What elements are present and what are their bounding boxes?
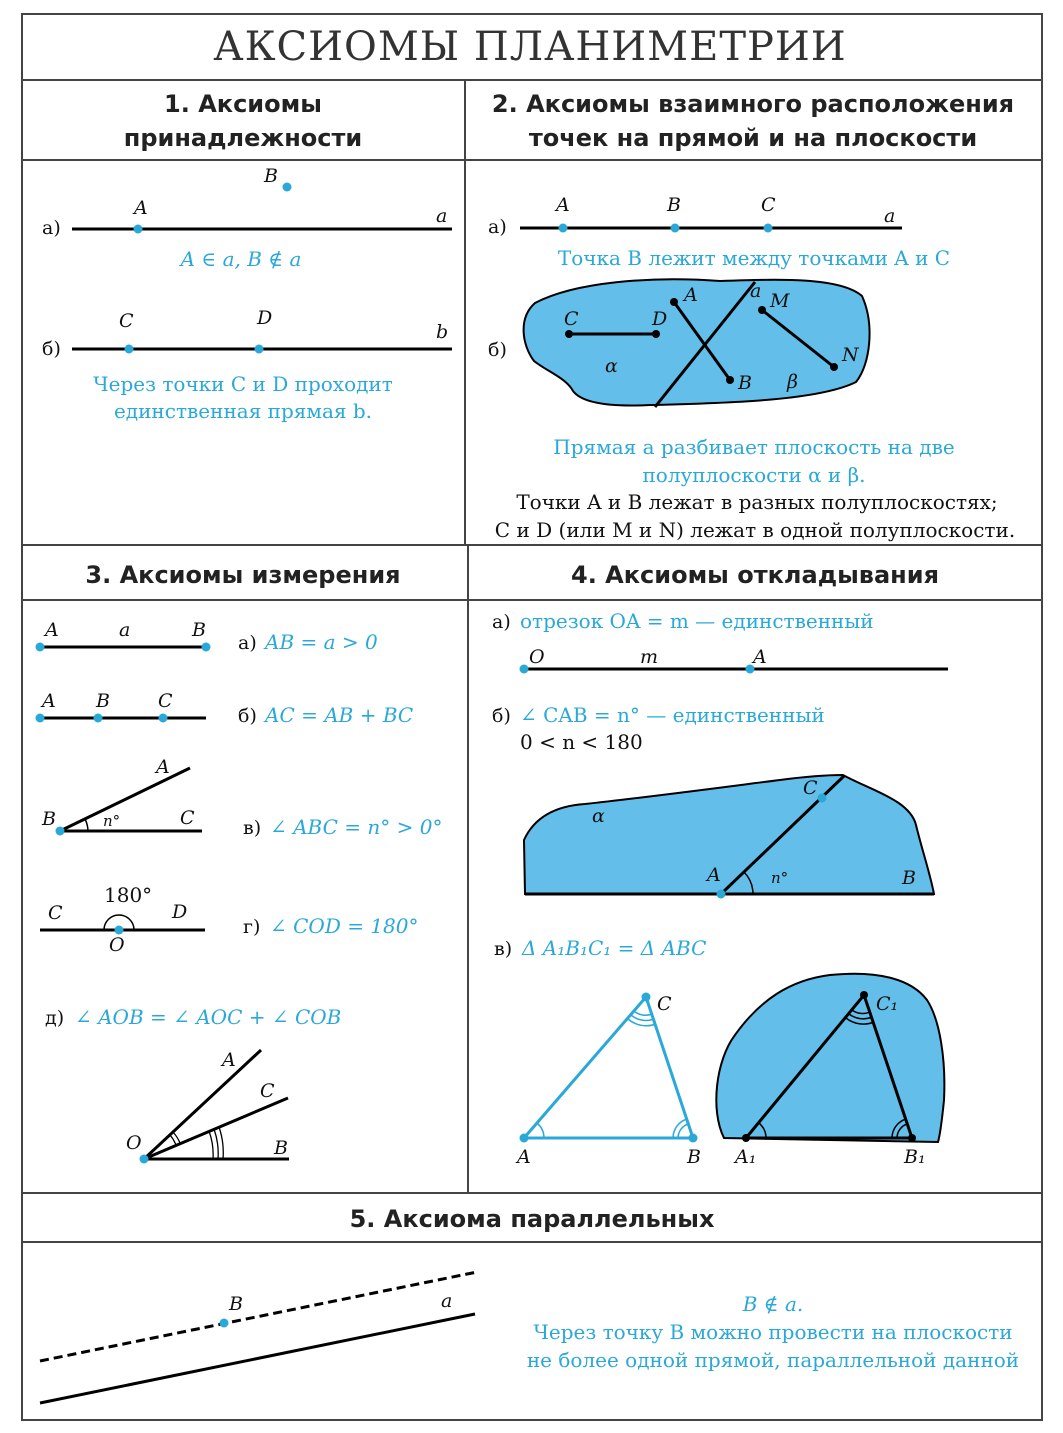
s3-g-mark: г) (243, 916, 261, 938)
s2-figure-a (488, 194, 950, 270)
angle-arc (85, 819, 88, 831)
point-B (220, 1319, 229, 1328)
s1-figure-a (42, 165, 452, 271)
arc-COB-1 (209, 1131, 213, 1159)
ray-OA (144, 1050, 261, 1159)
s2-b-caption-1: Прямая a разбивает плоскость на две (553, 435, 955, 459)
label-alpha: α (592, 805, 605, 827)
label-N: N (842, 344, 859, 366)
s3-b-mark: б) (238, 705, 257, 727)
point-B (56, 827, 65, 836)
point-A (717, 890, 726, 899)
label-C: C (48, 902, 63, 924)
label-C: C (119, 310, 134, 332)
s4-figure-b (492, 703, 934, 899)
label-B: B (902, 867, 916, 889)
point-C (125, 345, 134, 354)
s3-d-mark: д) (45, 1007, 65, 1029)
s4-a-mark: а) (492, 611, 511, 633)
point-B (689, 1134, 698, 1143)
s3-figure-a (36, 619, 379, 654)
s4-header: 4. Аксиомы откладывания (571, 561, 939, 589)
label-A: A (707, 864, 721, 886)
point-C (642, 993, 651, 1002)
label-A: A (684, 284, 698, 306)
s1-b-caption-2: единственная прямая b. (113, 399, 373, 423)
s3-v-mark: в) (243, 817, 262, 839)
arc-COB-2 (214, 1129, 218, 1159)
s2-b-caption-3: Точки A и B лежат в разных полуплоскостях; (516, 490, 998, 514)
label-B: B (667, 194, 681, 216)
line-a (40, 1314, 475, 1403)
s5-caption-3: не более одной прямой, параллельной данной (526, 1348, 1020, 1372)
label-B1: B₁ (904, 1146, 926, 1168)
half-plane (524, 775, 934, 894)
s1-b-caption-1: Через точки C и D проходит (93, 372, 393, 396)
s1-header-line1: 1. Аксиомы (164, 90, 322, 118)
parallel-line-through-B (40, 1272, 477, 1361)
s3-figure-v (41, 756, 442, 839)
s1-a-caption: A ∈ a, B ∉ a (180, 247, 302, 271)
s5-header: 5. Аксиома параллельных (349, 1205, 715, 1233)
label-C: C (803, 777, 818, 799)
label-A: A (45, 619, 59, 641)
s3-a-mark: а) (238, 632, 257, 654)
label-O: O (109, 934, 125, 956)
label-O: O (529, 646, 545, 668)
s5-caption-2: Через точку B можно провести на плоскости (533, 1320, 1013, 1344)
s1-figure-b (42, 307, 452, 423)
point-B (94, 714, 103, 723)
label-m: m (640, 646, 659, 668)
s2-b-mark: б) (488, 339, 507, 361)
point-B (202, 643, 211, 652)
label-A1: A₁ (735, 1146, 757, 1168)
point-A (520, 1134, 529, 1143)
s4-a-caption: отрезок OA = m — единственный (520, 609, 874, 633)
point-B (671, 224, 680, 233)
point-A1 (742, 1134, 750, 1142)
s3-a-formula: AB = a > 0 (265, 630, 378, 654)
label-M: M (770, 290, 790, 312)
s2-b-caption-2: полуплоскости α и β. (642, 463, 866, 487)
point-M (758, 306, 766, 314)
s3-figure-g (40, 883, 419, 956)
s1-b-mark: б) (42, 338, 61, 360)
label-B: B (192, 619, 206, 641)
ray-OC (144, 1098, 288, 1159)
point-C1 (860, 991, 868, 999)
label-C: C (158, 690, 173, 712)
label-180: 180° (104, 883, 153, 907)
label-a: a (436, 205, 448, 227)
label-B: B (264, 165, 278, 187)
label-a: a (750, 280, 762, 302)
label-B: B (96, 690, 110, 712)
label-A: A (753, 646, 767, 668)
s2-a-mark: а) (488, 216, 507, 238)
label-C: C (657, 993, 672, 1015)
label-B: B (687, 1146, 701, 1168)
s5-caption-1: B ∉ a. (742, 1292, 804, 1316)
s4-b-caption: ∠ CAB = n° — единственный (520, 703, 825, 727)
s2-a-caption: Точка B лежит между точками A и C (557, 246, 951, 270)
page-title: АКСИОМЫ ПЛАНИМЕТРИИ (213, 24, 847, 70)
arc-COB-3 (219, 1127, 223, 1159)
s4-figure-v (494, 936, 944, 1168)
label-A: A (156, 756, 170, 778)
label-O: O (126, 1132, 142, 1154)
s3-b-formula: AC = AB + BC (265, 703, 414, 727)
point-D (652, 330, 660, 338)
s3-figure-b (36, 690, 414, 727)
label-A: A (134, 197, 148, 219)
label-C: C (564, 308, 579, 330)
ray-BA (60, 768, 190, 831)
label-A: A (556, 194, 570, 216)
label-D: D (172, 901, 188, 923)
label-b: b (436, 321, 449, 343)
point-N (830, 363, 838, 371)
label-C: C (761, 194, 776, 216)
point-A (36, 643, 45, 652)
point-C (159, 714, 168, 723)
label-n: n° (103, 812, 121, 830)
label-C: C (180, 807, 195, 829)
s3-g-formula: ∠ COD = 180° (270, 914, 419, 938)
point-A (134, 225, 143, 234)
s1-a-mark: а) (42, 217, 61, 239)
label-B: B (738, 372, 752, 394)
point-C (818, 794, 827, 803)
label-alpha: α (605, 355, 618, 377)
point-A (559, 224, 568, 233)
s2-header-line2: точек на прямой и на плоскости (528, 124, 978, 152)
label-C1: C₁ (876, 993, 899, 1015)
s4-v-caption: Δ A₁B₁C₁ = Δ ABC (522, 936, 707, 960)
label-A: A (517, 1146, 531, 1168)
arc-AOC-1 (170, 1135, 176, 1145)
label-n: n° (771, 869, 789, 887)
label-a: a (119, 619, 131, 641)
point-C (565, 330, 573, 338)
s3-figure-d (45, 1005, 341, 1164)
label-B: B (42, 808, 56, 830)
label-C: C (260, 1080, 275, 1102)
s4-figure-a (492, 609, 948, 674)
s3-v-formula: ∠ ABC = n° > 0° (270, 815, 443, 839)
label-a: a (884, 205, 896, 227)
s2-header-line1: 2. Аксиомы взаимного расположения (491, 90, 1015, 118)
label-B: B (274, 1137, 288, 1159)
label-a: a (441, 1290, 453, 1312)
point-O (520, 665, 529, 674)
angle-B-arc-1 (678, 1124, 688, 1138)
point-B1 (908, 1134, 916, 1142)
point-O (140, 1155, 149, 1164)
s1-header-line2: принадлежности (123, 124, 363, 152)
s5-figure (40, 1272, 1019, 1403)
s2-figure-b (488, 279, 1015, 542)
point-A (670, 298, 678, 306)
s3-d-formula: ∠ AOB = ∠ AOC + ∠ COB (75, 1005, 342, 1029)
label-D: D (257, 307, 273, 329)
s3-header: 3. Аксиомы измерения (85, 561, 401, 589)
label-D: D (652, 308, 668, 330)
point-D (255, 345, 264, 354)
point-B (726, 376, 734, 384)
label-A: A (222, 1049, 236, 1071)
point-B (283, 183, 292, 192)
point-C (764, 224, 773, 233)
label-B: B (229, 1293, 243, 1315)
point-A (36, 714, 45, 723)
s4-v-mark: в) (494, 938, 513, 960)
label-beta: β (787, 371, 798, 393)
s4-b-range: 0 < n < 180 (520, 730, 643, 754)
s2-b-caption-4: C и D (или M и N) лежат в одной полуплоскости. (494, 518, 1016, 542)
plane-region (716, 974, 944, 1142)
label-A: A (42, 690, 56, 712)
angle-B-arc-2 (673, 1119, 687, 1138)
triangle-ABC (524, 997, 693, 1138)
angle-A-arc (537, 1123, 544, 1138)
s4-b-mark: б) (492, 705, 511, 727)
